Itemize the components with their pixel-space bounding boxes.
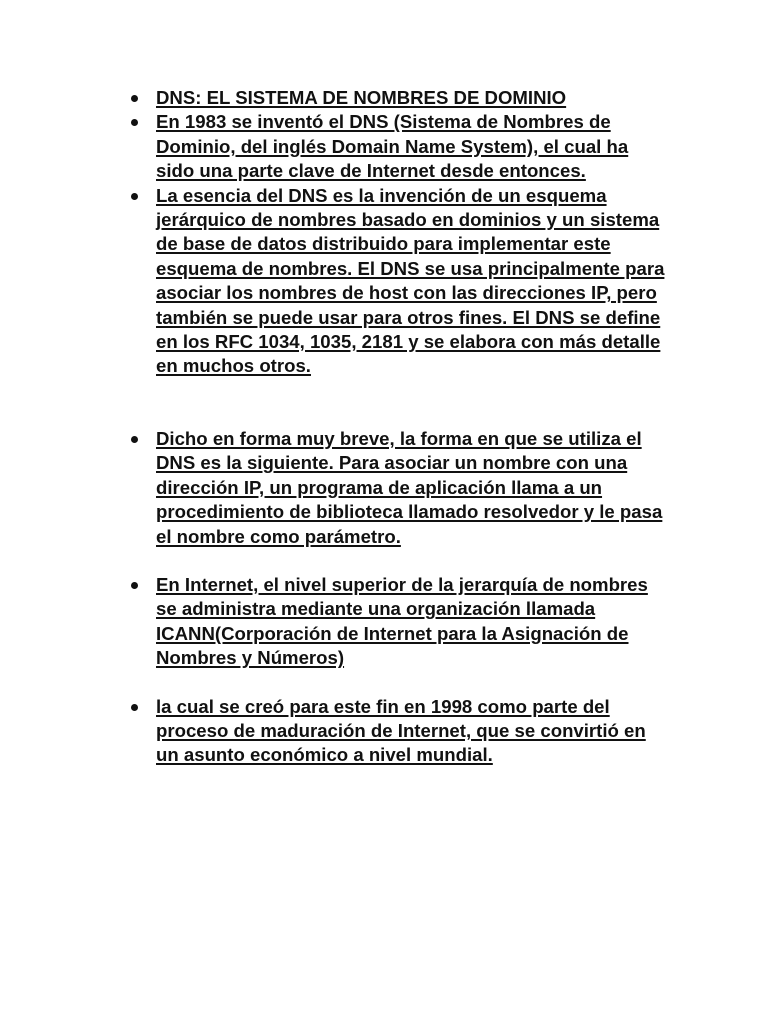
bullet-text: la cual se creó para este fin en 1998 como parte del proceso de maduración de Internet, que se convirtió en un asunto económico a nivel mundial. (156, 695, 646, 766)
bullet-text: En 1983 se inventó el DNS (Sistema de Nombres de Dominio, del inglés Domain Name System), el cual ha sido una parte clave de Internet desde entonces. (156, 111, 629, 182)
bullet-dot-icon (131, 436, 138, 443)
bullet-item-icann (128, 573, 668, 671)
bullet-dot-icon (131, 193, 138, 200)
bullet-dot-icon (131, 119, 138, 126)
bullet-dot-icon (131, 704, 138, 711)
bullet-text: La esencia del DNS es la invención de un esquema jerárquico de nombres basado en dominios y un sistema de base de datos distribuido para implementar este esquema de nombres. El DNS se usa principalmente para asociar los nombres de host con las direcciones IP, pero también se puede usar para otros fines. El DNS se define en los RFC 1034, 1035, 2181 y se elabora con más detalle en muchos otros. (156, 184, 665, 377)
bullet-dot-icon (131, 582, 138, 589)
bullet-item-title (128, 86, 668, 110)
bullet-dot-icon (131, 95, 138, 102)
bullet-list (128, 86, 668, 768)
bullet-item-dns-essence (128, 184, 668, 379)
bullet-item-dns-usage (128, 427, 668, 549)
bullet-text: DNS: EL SISTEMA DE NOMBRES DE DOMINIO (156, 87, 567, 108)
bullet-item-dns-origin (128, 110, 668, 183)
bullet-text: En Internet, el nivel superior de la jerarquía de nombres se administra mediante una organización llamada ICANN(Corporación de Internet para la Asignación de Nombres y Números) (156, 573, 648, 669)
bullet-item-icann-creation (128, 695, 668, 768)
bullet-text: Dicho en forma muy breve, la forma en que se utiliza el DNS es la siguiente. Para asociar un nombre con una dirección IP, un programa de aplicación llama a un procedimiento de biblioteca llamado resolvedor y le pasa el nombre como parámetro. (156, 427, 663, 547)
